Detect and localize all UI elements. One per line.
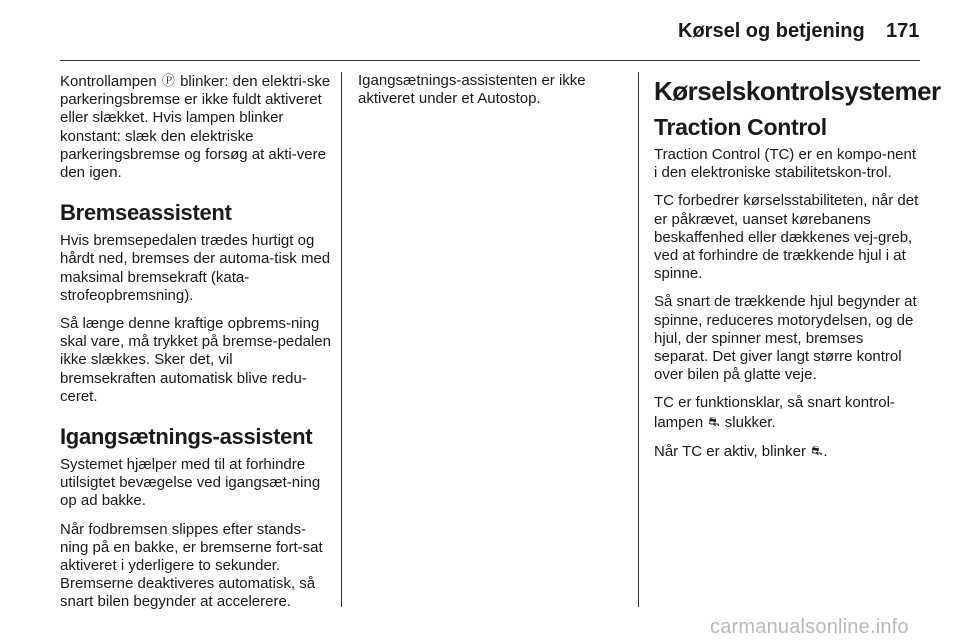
- autostop-paragraph: Igangsætnings-assistenten er ikke aktiveret under et Autostop.: [358, 72, 586, 108]
- tc-paragraph-4: TC er funktionsklar, så snart kontrol-lampen ⛐ slukker.: [654, 394, 895, 431]
- hill-start-paragraph-1: Systemet hjælper med til at forhindre utilsigtet bevægelse ved igangsæt-ning op ad bakke.: [60, 456, 321, 510]
- column-right: [654, 72, 941, 471]
- page-number: 171: [886, 20, 920, 42]
- watermark: carmanualsonline.info: [710, 616, 909, 638]
- column-middle: [358, 72, 626, 118]
- header-divider: [60, 60, 920, 61]
- parking-brake-icon: Ⓟ: [161, 73, 175, 88]
- traction-control-heading: Traction Control: [654, 114, 827, 140]
- brake-assist-paragraph-1: Hvis bremsepedalen trædes hurtigt og hårdt ned, bremses der automa-tisk med maksimal bremsekraft (kata-strofeopbremsning).: [60, 232, 331, 304]
- traction-control-icon: ⛐: [708, 413, 720, 429]
- section-heading: Kørselskontrolsystemer: [654, 76, 941, 106]
- brake-assist-heading: Bremseassistent: [60, 200, 232, 226]
- page-header: [0, 0, 960, 56]
- hill-start-paragraph-2: Når fodbremsen slippes efter stands-ning på en bakke, er bremserne fort-sat aktiveret i yderligere to sekunder. Bremserne deaktiveres automatisk, så snart bilen begynder at accelerere.: [60, 520, 323, 611]
- brake-assist-paragraph-2: Så længe denne kraftige opbrems-ning skal vare, må trykket på bremse-pedalen ikke slækkes. Sker det, vil bremsekraften automatisk blive redu-ceret.: [60, 315, 331, 405]
- tc-paragraph-2: TC forbedrer kørselsstabiliteten, når det er påkrævet, uanset kørebanens beskaffenhed eller dækkenes vej-greb, ved at forhindre de trækkende hjul i at spinne.: [654, 192, 919, 283]
- parking-brake-paragraph: Kontrollampen Ⓟ blinker: den elektri-ske parkeringsbremse er ikke fuldt aktiveret eller slækket. Hvis lampen blinker konstant: slæk den elektriske parkeringsbremse og forsøg at akti-vere den igen.: [60, 73, 331, 182]
- header-title: Kørsel og betjening: [678, 20, 865, 42]
- column-divider-1: [341, 72, 342, 607]
- hill-start-heading: Igangsætnings-assistent: [60, 424, 313, 450]
- tc-paragraph-5: Når TC er aktiv, blinker ⛐.: [654, 442, 828, 460]
- traction-control-icon: ⛐: [811, 442, 823, 458]
- tc-paragraph-1: Traction Control (TC) er en kompo-nent i den elektroniske stabilitetskon-trol.: [654, 146, 917, 182]
- column-divider-2: [638, 72, 639, 607]
- tc-paragraph-3: Så snart de trækkende hjul begynder at spinne, reduceres motorydelsen, og de hjul, der spinner mest, bremses separat. Det giver langt større kontrol over bilen på glatte veje.: [654, 293, 917, 384]
- column-left: [60, 72, 332, 622]
